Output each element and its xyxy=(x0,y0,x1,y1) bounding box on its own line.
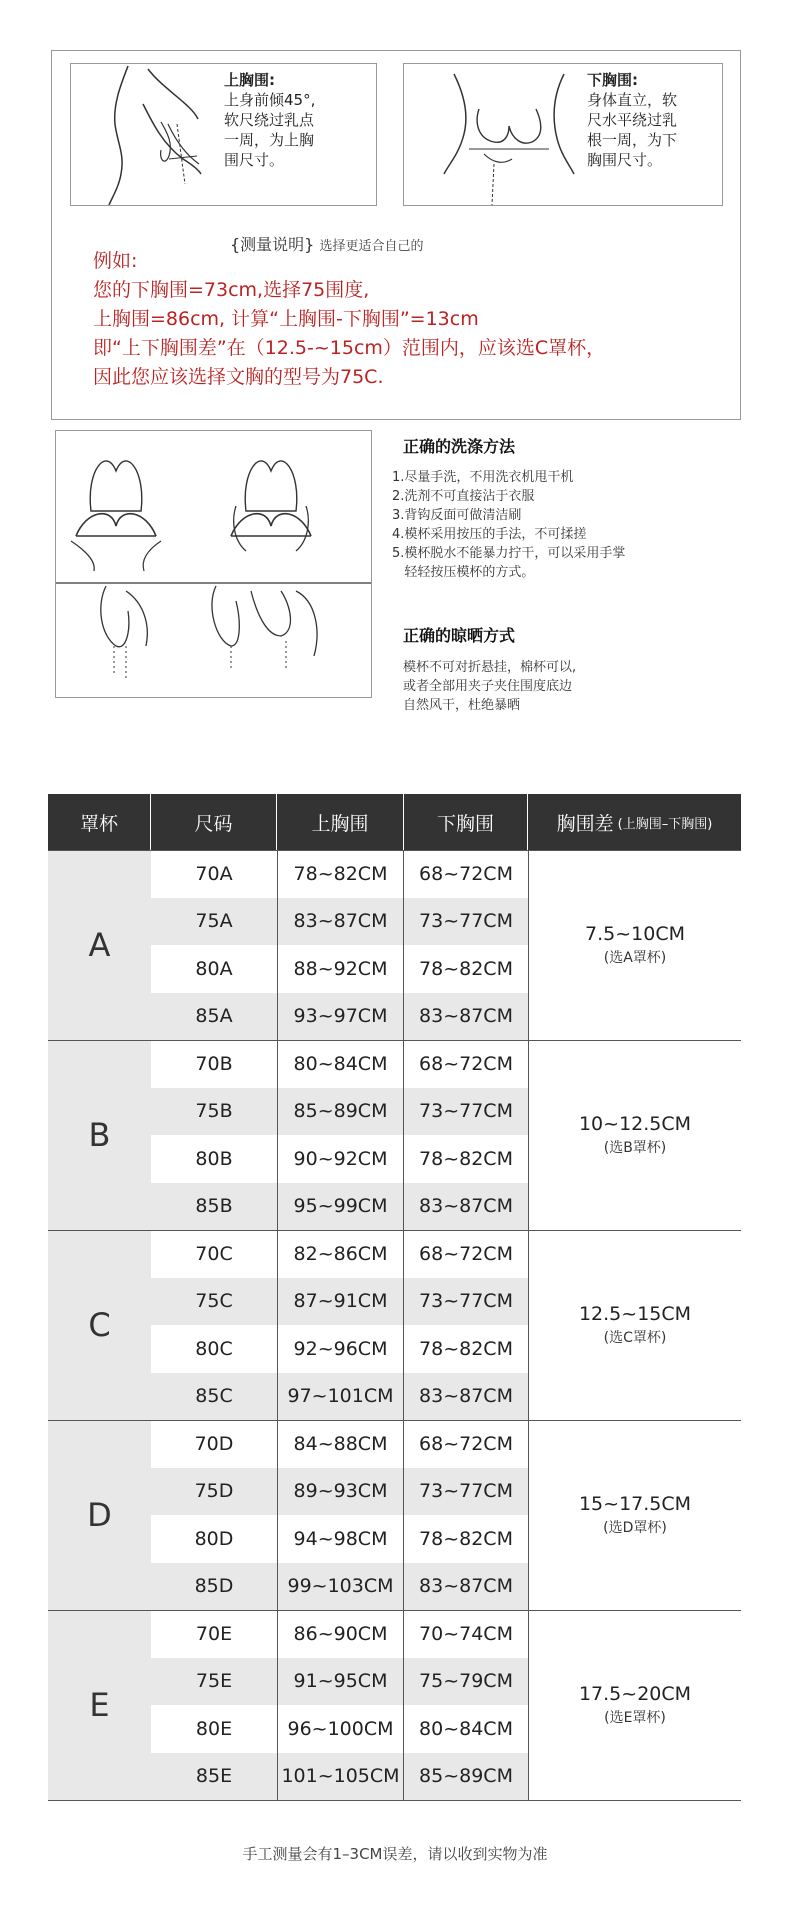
header-size: 尺码 xyxy=(151,794,277,850)
lower-bust-line: 胸围尺寸。 xyxy=(587,151,663,169)
example-line: 例如: xyxy=(93,250,138,272)
wash-item: 5.模杯脱水不能暴力拧干，可以采用手掌 xyxy=(392,546,626,561)
dry-title: 正确的晾晒方式 xyxy=(403,626,516,645)
bust-difference-cup-hint: (选E罩杯) xyxy=(604,1710,666,1726)
table-bottom-border xyxy=(48,1800,741,1801)
group-divider xyxy=(48,850,741,851)
table-row xyxy=(151,1468,528,1516)
cup-label: A xyxy=(48,850,151,1040)
size-cell: 80C xyxy=(195,1337,233,1360)
wash-item: 1.尽量手洗，不用洗衣机甩干机 xyxy=(392,470,574,485)
upper-bust-cell: 88~92CM xyxy=(277,945,404,993)
size-cell: 70E xyxy=(195,1622,233,1645)
upper-bust-line: 上身前倾45°, xyxy=(224,91,316,109)
washing-illustration xyxy=(56,431,371,697)
size-cell: 75B xyxy=(195,1100,233,1123)
header-lower-bust: 下胸围 xyxy=(404,794,528,850)
upper-bust-cell: 83~87CM xyxy=(277,898,404,946)
table-row xyxy=(151,1135,528,1183)
size-cell: 80D xyxy=(194,1527,234,1550)
cup-group xyxy=(48,1040,741,1230)
header-bust-difference xyxy=(528,794,741,850)
cup-label: D xyxy=(48,1420,151,1610)
lower-bust-cell: 68~72CM xyxy=(419,1432,513,1455)
wash-item: 3.背钩反面可做清洁刷 xyxy=(392,508,522,523)
wash-item: 2.洗剂不可直接沾于衣服 xyxy=(392,489,535,504)
header-bust-difference-label: 胸围差 xyxy=(556,812,614,835)
upper-bust-cell: 97~101CM xyxy=(277,1373,404,1421)
footer-note: 手工测量会有1–3CM误差，请以收到实物为准 xyxy=(242,1845,548,1863)
table-row xyxy=(151,1230,528,1278)
bust-difference-range: 7.5~10CM xyxy=(585,923,685,945)
table-row xyxy=(151,1278,528,1326)
upper-bust-line: 软尺绕过乳点 xyxy=(224,111,315,129)
upper-bust-line: 一周，为上胸 xyxy=(224,131,315,149)
upper-bust-cell: 78~82CM xyxy=(277,850,404,898)
bust-difference-cup-hint: (选C罩杯) xyxy=(603,1330,667,1346)
upper-bust-cell: 96~100CM xyxy=(277,1705,404,1753)
table-row xyxy=(151,945,528,993)
header-upper-bust: 上胸围 xyxy=(277,794,404,850)
bust-difference-range: 10~12.5CM xyxy=(578,1113,692,1135)
upper-bust-cell: 92~96CM xyxy=(277,1325,404,1373)
table-row xyxy=(151,1183,528,1231)
table-row xyxy=(151,1563,528,1611)
upper-bust-cell: 93~97CM xyxy=(277,993,404,1041)
lower-bust-cell: 75~79CM xyxy=(419,1670,513,1693)
header-cup: 罩杯 xyxy=(48,794,151,850)
size-cell: 80A xyxy=(195,957,233,980)
dry-line: 自然风干，杜绝暴晒 xyxy=(403,698,521,713)
lower-bust-cell: 73~77CM xyxy=(419,1100,513,1123)
bust-difference-cell xyxy=(528,850,741,1040)
size-cell: 75D xyxy=(194,1480,234,1503)
upper-bust-cell: 89~93CM xyxy=(277,1468,404,1516)
upper-bust-title: 上胸围: xyxy=(224,71,275,89)
example-line: 上胸围=86cm, 计算“上胸围-下胸围”=13cm xyxy=(93,308,479,330)
upper-bust-cell: 95~99CM xyxy=(277,1183,404,1231)
table-row xyxy=(151,1705,528,1753)
size-cell: 85D xyxy=(194,1575,234,1598)
upper-bust-cell: 101~105CM xyxy=(277,1753,404,1801)
upper-bust-cell: 91~95CM xyxy=(277,1658,404,1706)
upper-bust-cell: 85~89CM xyxy=(277,1088,404,1136)
lower-bust-text xyxy=(587,70,677,170)
bust-difference-cup-hint: (选D罩杯) xyxy=(603,1520,667,1536)
size-cell: 70C xyxy=(195,1242,233,1265)
table-row xyxy=(151,993,528,1041)
size-cell: 85C xyxy=(195,1385,233,1408)
bust-difference-cell xyxy=(528,1040,741,1230)
size-cell: 70D xyxy=(194,1432,234,1455)
table-row xyxy=(151,1088,528,1136)
table-row xyxy=(151,1610,528,1658)
bust-difference-cell xyxy=(528,1420,741,1610)
table-row xyxy=(151,1420,528,1468)
size-cell: 70A xyxy=(195,862,233,885)
lower-bust-cell: 78~82CM xyxy=(419,1527,513,1550)
example-line: 因此您应该选择文胸的型号为75C. xyxy=(93,366,384,388)
lower-bust-cell: 83~87CM xyxy=(419,1385,513,1408)
example-line: 即“上下胸围差”在（12.5-~15cm）范围内，应该选C罩杯， xyxy=(93,337,606,359)
cup-group xyxy=(48,1420,741,1610)
group-divider xyxy=(48,1610,741,1611)
lower-bust-cell: 68~72CM xyxy=(419,1242,513,1265)
measurement-note-sub: 选择更适合自己的 xyxy=(319,239,424,254)
lower-bust-cell: 68~72CM xyxy=(419,862,513,885)
table-row xyxy=(151,1658,528,1706)
upper-bust-illustration xyxy=(73,64,203,205)
lower-bust-cell: 80~84CM xyxy=(419,1717,513,1740)
size-cell: 80B xyxy=(195,1147,233,1170)
upper-bust-text xyxy=(224,70,315,170)
lower-bust-cell: 78~82CM xyxy=(419,957,513,980)
lower-bust-cell: 83~87CM xyxy=(419,1575,513,1598)
cup-label: E xyxy=(48,1610,151,1800)
upper-bust-line: 围尺寸。 xyxy=(224,151,285,169)
cup-group xyxy=(48,850,741,1040)
upper-bust-cell: 82~86CM xyxy=(277,1230,404,1278)
lower-bust-line: 根一周，为下 xyxy=(587,131,678,149)
size-cell: 75E xyxy=(195,1670,233,1693)
table-row xyxy=(151,1040,528,1088)
bust-difference-cell xyxy=(528,1610,741,1800)
lower-bust-panel xyxy=(403,63,723,206)
lower-bust-cell: 78~82CM xyxy=(419,1147,513,1170)
group-divider xyxy=(48,1420,741,1421)
group-divider xyxy=(48,1230,741,1231)
table-row xyxy=(151,1325,528,1373)
upper-bust-cell: 90~92CM xyxy=(277,1135,404,1183)
size-cell: 75A xyxy=(195,910,233,933)
bust-difference-range: 15~17.5CM xyxy=(578,1493,692,1515)
table-row xyxy=(151,1373,528,1421)
care-illustration-panel xyxy=(55,430,372,698)
bust-difference-range: 17.5~20CM xyxy=(578,1683,692,1705)
wash-title: 正确的洗涤方法 xyxy=(403,437,516,456)
upper-bust-cell: 99~103CM xyxy=(277,1563,404,1611)
table-row xyxy=(151,1515,528,1563)
lower-bust-cell: 85~89CM xyxy=(419,1765,513,1788)
lower-bust-cell: 83~87CM xyxy=(419,1005,513,1028)
lower-bust-cell: 70~74CM xyxy=(419,1622,513,1645)
example-line: 您的下胸围=73cm,选择75围度, xyxy=(93,279,370,301)
example-text xyxy=(93,247,605,392)
cup-label: C xyxy=(48,1230,151,1420)
bust-difference-cup-hint: (选A罩杯) xyxy=(603,950,667,966)
cup-label: B xyxy=(48,1040,151,1230)
size-cell: 85B xyxy=(195,1195,233,1218)
upper-bust-cell: 84~88CM xyxy=(277,1420,404,1468)
lower-bust-illustration xyxy=(424,64,594,205)
measurement-note-title: {测量说明} xyxy=(230,235,315,254)
size-cell: 80E xyxy=(195,1717,233,1740)
upper-bust-cell: 87~91CM xyxy=(277,1278,404,1326)
group-divider xyxy=(48,1040,741,1041)
dry-line: 模杯不可对折悬挂，棉杯可以, xyxy=(403,660,577,675)
upper-bust-panel xyxy=(70,63,377,206)
dry-line: 或者全部用夹子夹住围度底边 xyxy=(403,679,573,694)
lower-bust-cell: 73~77CM xyxy=(419,1480,513,1503)
table-row xyxy=(151,1753,528,1801)
wash-item: 轻轻按压模杯的方式。 xyxy=(392,565,535,580)
lower-bust-line: 身体直立，软 xyxy=(587,91,678,109)
size-cell: 70B xyxy=(195,1052,233,1075)
table-row xyxy=(151,850,528,898)
table-row xyxy=(151,898,528,946)
upper-bust-cell: 94~98CM xyxy=(277,1515,404,1563)
lower-bust-cell: 73~77CM xyxy=(419,910,513,933)
lower-bust-cell: 68~72CM xyxy=(419,1052,513,1075)
header-bust-difference-note: (上胸围–下胸围) xyxy=(617,816,713,832)
bust-difference-cell xyxy=(528,1230,741,1420)
lower-bust-cell: 73~77CM xyxy=(419,1290,513,1313)
dry-text xyxy=(403,658,576,715)
size-cell: 75C xyxy=(195,1290,233,1313)
cup-group xyxy=(48,1230,741,1420)
wash-item: 4.模杯采用按压的手法，不可揉搓 xyxy=(392,527,587,542)
wash-list xyxy=(392,468,625,582)
lower-bust-title: 下胸围: xyxy=(587,71,638,89)
lower-bust-line: 尺水平绕过乳 xyxy=(587,111,678,129)
lower-bust-cell: 83~87CM xyxy=(419,1195,513,1218)
cup-group xyxy=(48,1610,741,1800)
bust-difference-range: 12.5~15CM xyxy=(578,1303,692,1325)
bust-difference-cup-hint: (选B罩杯) xyxy=(603,1140,667,1156)
size-cell: 85A xyxy=(195,1005,233,1028)
upper-bust-cell: 80~84CM xyxy=(277,1040,404,1088)
lower-bust-cell: 78~82CM xyxy=(419,1337,513,1360)
size-cell: 85E xyxy=(195,1765,233,1788)
upper-bust-cell: 86~90CM xyxy=(277,1610,404,1658)
